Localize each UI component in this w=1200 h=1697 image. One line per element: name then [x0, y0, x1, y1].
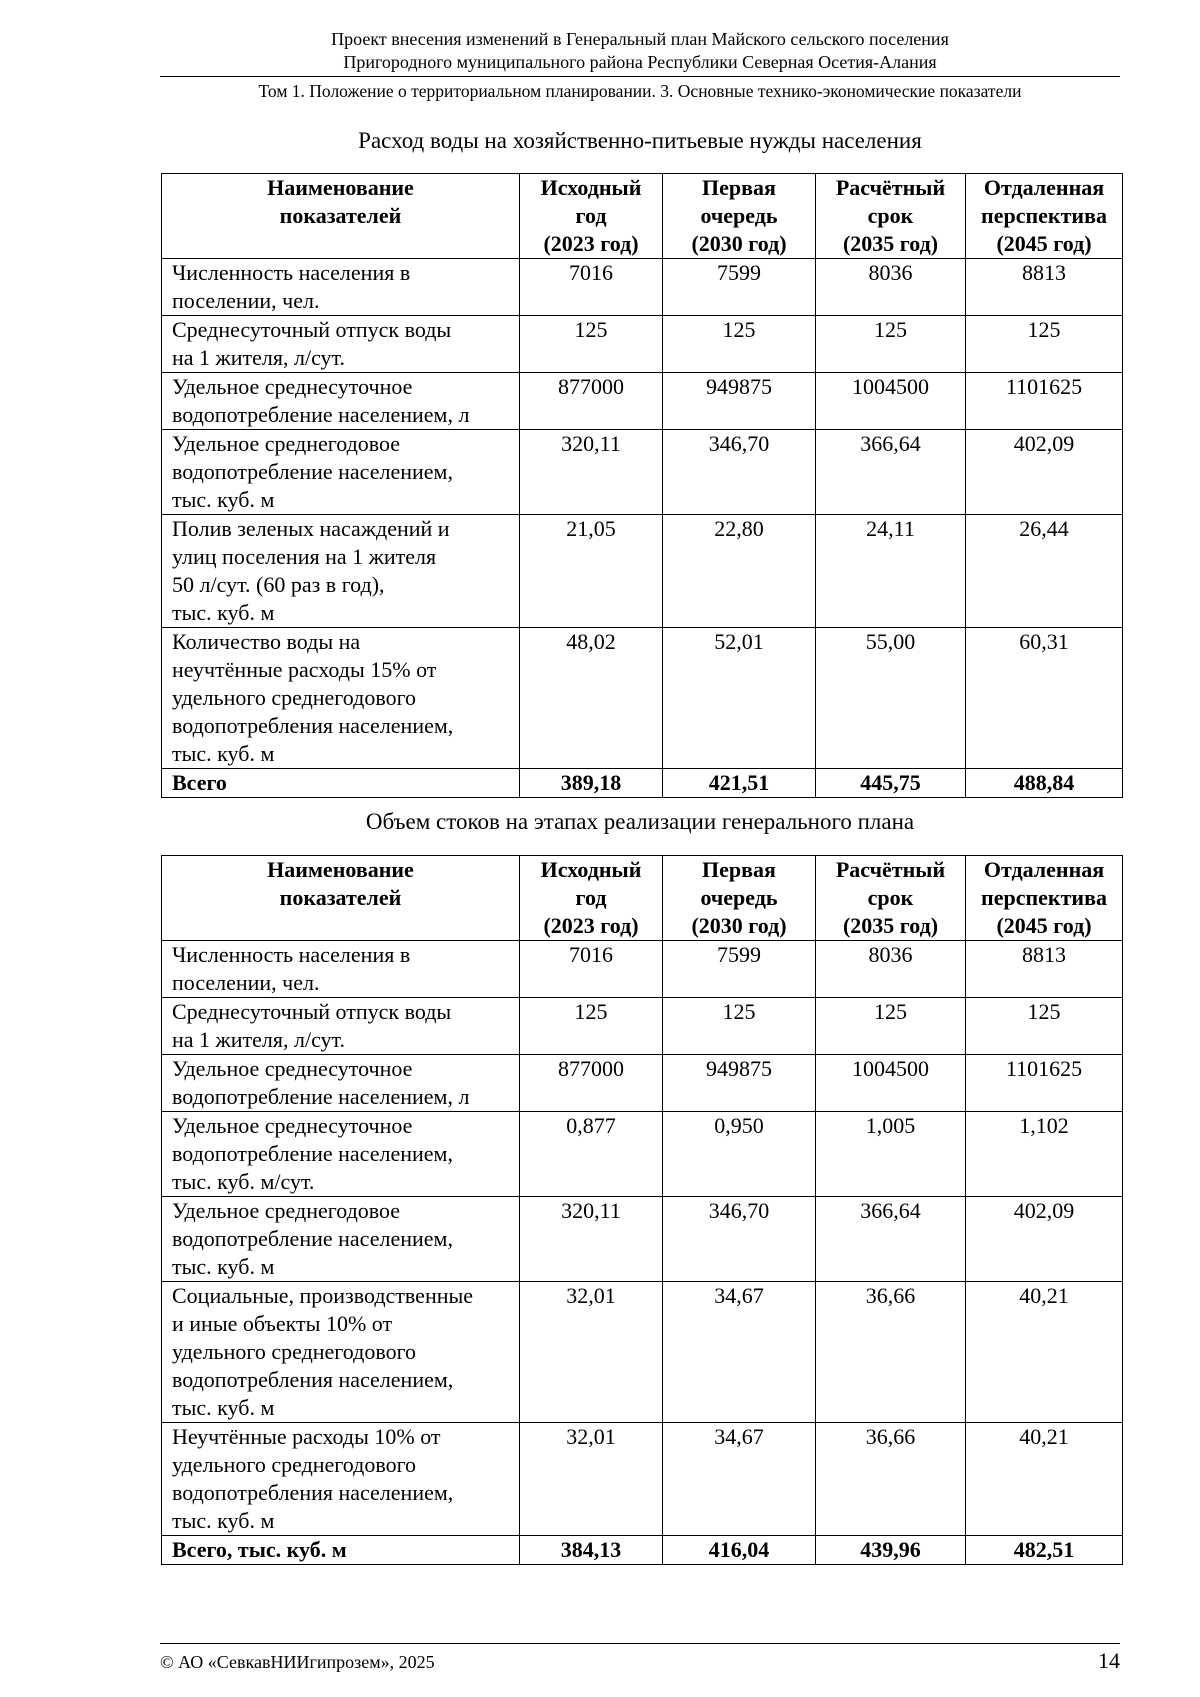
cell-line: срок [867, 885, 914, 910]
cell-line: водопотребление населением, л [172, 1084, 470, 1109]
cell-line: Удельное среднегодовое [172, 1198, 401, 1223]
cell-line: тыс. куб. м [172, 487, 275, 512]
table-row [162, 1423, 1123, 1536]
cell-line: (2030 год) [691, 231, 787, 256]
cell-line: (2023 год) [543, 913, 639, 938]
row-label [162, 430, 520, 515]
value-cell: 125 [966, 316, 1123, 373]
cell-line: Первая [702, 857, 776, 882]
cell-line: Исходный [540, 175, 642, 200]
cell-line: Неучтённые расходы 10% от [172, 1424, 441, 1449]
cell-line: показателей [279, 203, 402, 228]
table-header-row [162, 174, 1123, 259]
value-cell: 877000 [520, 373, 663, 430]
value-cell: 125 [966, 998, 1123, 1055]
total-value: 389,18 [520, 769, 663, 798]
cell-line: очередь [700, 203, 778, 228]
cell-line: срок [867, 203, 914, 228]
value-cell: 320,11 [520, 430, 663, 515]
cell-line: Количество воды на [172, 629, 361, 654]
table-row [162, 316, 1123, 373]
value-cell: 125 [816, 998, 966, 1055]
row-label [162, 373, 520, 430]
cell-line: Первая [702, 175, 776, 200]
value-cell: 0,950 [663, 1112, 816, 1197]
row-label [162, 998, 520, 1055]
cell-line: Отдаленная [983, 175, 1105, 200]
cell-line: Исходный [540, 857, 642, 882]
cell-line: (2023 год) [543, 231, 639, 256]
value-cell: 125 [663, 998, 816, 1055]
column-header [663, 174, 816, 259]
cell-line: на 1 жителя, л/сут. [172, 345, 346, 370]
value-cell: 0,877 [520, 1112, 663, 1197]
cell-line: 50 л/сут. (60 раз в год), [172, 572, 385, 597]
row-label [162, 515, 520, 628]
table-row [162, 430, 1123, 515]
cell-line: перспектива [981, 885, 1107, 910]
value-cell: 7599 [663, 259, 816, 316]
value-cell: 1,102 [966, 1112, 1123, 1197]
value-cell: 52,01 [663, 628, 816, 769]
value-cell: 949875 [663, 373, 816, 430]
total-value: 439,96 [816, 1536, 966, 1565]
cell-line: очередь [700, 885, 778, 910]
cell-line: водопотребления населением, [172, 1480, 454, 1505]
total-value: 445,75 [816, 769, 966, 798]
row-label [162, 1112, 520, 1197]
value-cell: 125 [520, 316, 663, 373]
footer-divider [160, 1643, 1120, 1644]
row-label [162, 1055, 520, 1112]
wastewater-table-title: Объем стоков на этапах реализации генерального плана [365, 809, 915, 834]
row-label [162, 941, 520, 998]
cell-line: удельного среднегодового [172, 1339, 417, 1364]
wastewater-volume-table [161, 855, 1123, 1565]
table-row [162, 259, 1123, 316]
value-cell: 40,21 [966, 1282, 1123, 1423]
value-cell: 1004500 [816, 373, 966, 430]
cell-line: удельного среднегодового [172, 1452, 417, 1477]
table-row [162, 998, 1123, 1055]
value-cell: 60,31 [966, 628, 1123, 769]
value-cell: 40,21 [966, 1423, 1123, 1536]
cell-line: Удельное среднесуточное [172, 1056, 413, 1081]
cell-line: водопотребление населением, [172, 1226, 453, 1251]
value-cell: 125 [663, 316, 816, 373]
cell-line: Среднесуточный отпуск воды [172, 317, 452, 342]
value-cell: 55,00 [816, 628, 966, 769]
cell-line: водопотребление населением, л [172, 402, 470, 427]
footer-copyright: © АО «СевкавНИИгипрозем», 2025 [160, 1652, 435, 1672]
cell-line: Среднесуточный отпуск воды [172, 999, 452, 1024]
cell-line: неучтённые расходы 15% от [172, 657, 437, 682]
row-label [162, 1423, 520, 1536]
value-cell: 34,67 [663, 1423, 816, 1536]
document-header [160, 28, 1120, 73]
row-label [162, 316, 520, 373]
header-divider [160, 76, 1120, 77]
cell-line: (2045 год) [996, 913, 1092, 938]
cell-line: Наименование [267, 175, 414, 200]
value-cell: 125 [816, 316, 966, 373]
header-line-1: Проект внесения изменений в Генеральный план Майского сельского поселения [331, 29, 949, 49]
cell-line: поселении, чел. [172, 970, 320, 995]
cell-line: (2045 год) [996, 231, 1092, 256]
cell-line: водопотребление населением, [172, 1141, 453, 1166]
cell-line: Удельное среднегодовое [172, 431, 401, 456]
total-value: 416,04 [663, 1536, 816, 1565]
value-cell: 24,11 [816, 515, 966, 628]
column-header [663, 856, 816, 941]
value-cell: 8813 [966, 941, 1123, 998]
total-row [162, 769, 1123, 798]
table-row [162, 1112, 1123, 1197]
total-value: 421,51 [663, 769, 816, 798]
total-value: 384,13 [520, 1536, 663, 1565]
cell-line: показателей [279, 885, 402, 910]
cell-line: водопотребления населением, [172, 1367, 454, 1392]
cell-line: год [575, 203, 607, 228]
value-cell: 402,09 [966, 1197, 1123, 1282]
column-header [162, 856, 520, 941]
value-cell: 1,005 [816, 1112, 966, 1197]
table-row [162, 373, 1123, 430]
page-number: 14 [1098, 1648, 1120, 1673]
column-header [816, 856, 966, 941]
cell-line: на 1 жителя, л/сут. [172, 1027, 346, 1052]
cell-line: удельного среднегодового [172, 685, 417, 710]
cell-line: Полив зеленых насаждений и [172, 516, 450, 541]
header-line-2: Пригородного муниципального района Республики Северная Осетия-Алания [343, 52, 937, 72]
cell-line: год [575, 885, 607, 910]
total-value: 488,84 [966, 769, 1123, 798]
cell-line: тыс. куб. м/сут. [172, 1169, 315, 1194]
row-label [162, 259, 520, 316]
column-header [162, 174, 520, 259]
row-label [162, 1197, 520, 1282]
cell-line: водопотребления населением, [172, 713, 454, 738]
value-cell: 8036 [816, 941, 966, 998]
table-row [162, 515, 1123, 628]
value-cell: 34,67 [663, 1282, 816, 1423]
cell-line: Отдаленная [983, 857, 1105, 882]
value-cell: 949875 [663, 1055, 816, 1112]
water-consumption-table-title: Расход воды на хозяйственно-питьевые нужды населения [358, 128, 922, 153]
table-row [162, 1282, 1123, 1423]
value-cell: 346,70 [663, 1197, 816, 1282]
table-row [162, 1055, 1123, 1112]
row-label [162, 628, 520, 769]
header-subtitle: Том 1. Положение о территориальном планировании. 3. Основные технико-экономические показатели [258, 81, 1022, 101]
value-cell: 7016 [520, 941, 663, 998]
value-cell: 1004500 [816, 1055, 966, 1112]
cell-line: перспектива [981, 203, 1107, 228]
cell-line: (2030 год) [691, 913, 787, 938]
value-cell: 21,05 [520, 515, 663, 628]
value-cell: 36,66 [816, 1282, 966, 1423]
cell-line: водопотребление населением, [172, 459, 453, 484]
cell-line: Удельное среднесуточное [172, 374, 413, 399]
column-header [520, 856, 663, 941]
cell-line: тыс. куб. м [172, 741, 275, 766]
value-cell: 346,70 [663, 430, 816, 515]
value-cell: 22,80 [663, 515, 816, 628]
total-row [162, 1536, 1123, 1565]
total-label: Всего [162, 769, 520, 798]
value-cell: 877000 [520, 1055, 663, 1112]
cell-line: (2035 год) [842, 913, 939, 938]
total-label: Всего, тыс. куб. м [162, 1536, 520, 1565]
cell-line: тыс. куб. м [172, 600, 275, 625]
total-value: 482,51 [966, 1536, 1123, 1565]
value-cell: 320,11 [520, 1197, 663, 1282]
cell-line: улиц поселения на 1 жителя [172, 544, 437, 569]
cell-line: Наименование [267, 857, 414, 882]
cell-line: (2035 год) [842, 231, 939, 256]
cell-line: тыс. куб. м [172, 1254, 275, 1279]
table-header-row [162, 856, 1123, 941]
value-cell: 7016 [520, 259, 663, 316]
cell-line: Расчётный [835, 175, 946, 200]
row-label [162, 1282, 520, 1423]
cell-line: Удельное среднесуточное [172, 1113, 413, 1138]
table-row [162, 1197, 1123, 1282]
cell-line: и иные объекты 10% от [172, 1311, 393, 1336]
value-cell: 26,44 [966, 515, 1123, 628]
value-cell: 1101625 [966, 1055, 1123, 1112]
value-cell: 366,64 [816, 1197, 966, 1282]
value-cell: 32,01 [520, 1423, 663, 1536]
value-cell: 402,09 [966, 430, 1123, 515]
cell-line: тыс. куб. м [172, 1395, 275, 1420]
column-header [966, 174, 1123, 259]
cell-line: Расчётный [835, 857, 946, 882]
cell-line: поселении, чел. [172, 288, 320, 313]
value-cell: 366,64 [816, 430, 966, 515]
value-cell: 36,66 [816, 1423, 966, 1536]
value-cell: 32,01 [520, 1282, 663, 1423]
water-consumption-table [161, 173, 1123, 798]
value-cell: 8036 [816, 259, 966, 316]
cell-line: Социальные, производственные [172, 1283, 474, 1308]
cell-line: тыс. куб. м [172, 1508, 275, 1533]
column-header [520, 174, 663, 259]
value-cell: 125 [520, 998, 663, 1055]
value-cell: 48,02 [520, 628, 663, 769]
cell-line: Численность населения в [172, 942, 411, 967]
value-cell: 1101625 [966, 373, 1123, 430]
column-header [966, 856, 1123, 941]
cell-line: Численность населения в [172, 260, 411, 285]
column-header [816, 174, 966, 259]
table-row [162, 628, 1123, 769]
table-row [162, 941, 1123, 998]
value-cell: 7599 [663, 941, 816, 998]
value-cell: 8813 [966, 259, 1123, 316]
